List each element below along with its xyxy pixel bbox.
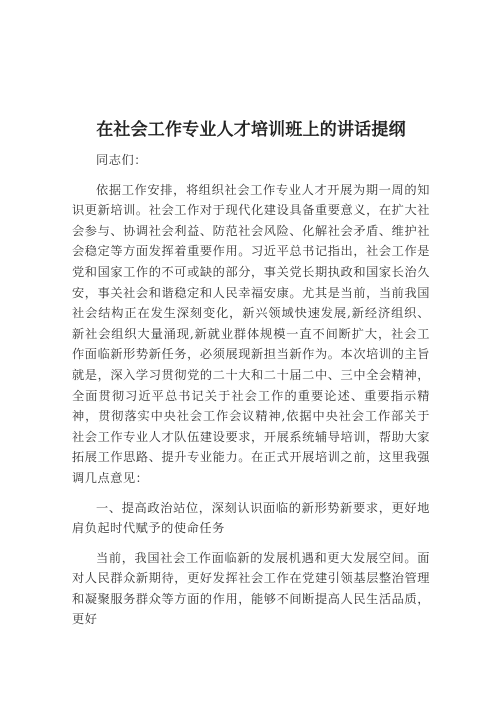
document-title: 在社会工作专业人才培训班上的讲话提纲 bbox=[96, 120, 406, 140]
section-heading: 一、提高政治站位，深刻认识面临的新形势新要求，更好地肩负起时代赋予的使命任务 bbox=[72, 500, 430, 536]
document-body bbox=[72, 118, 430, 630]
salutation: 同志们： bbox=[96, 153, 147, 167]
section-paragraph: 当前，我国社会工作面临新的发展机遇和更大发展空间。面对人民群众新期待，更好发挥社会工作在党建引领基层整治管理和凝聚服务群众等方面的作用，能够不间断提高人民生活品质，更好 bbox=[72, 550, 430, 627]
intro-paragraph: 依据工作安排，将组织社会工作专业人才开展为期一周的知识更新培训。社会工作对于现代化建设具备重要意义，在扩大社会参与、协调社会利益、防范社会风险、化解社会矛盾、维护社会稳定等方面发挥着重要作用。习近平总书记指出，社会工作是党和国家工作的不可或缺的部分，事关党长期执政和国家长治久安，事关社会和谐稳定和人民幸福安康。尤其是当前，当前我国社会结构正在发生深刻变化，新兴领域快速发展,新经济组织、新社会组织大量涌现,新就业群体规模一直不间断扩大，社会工作面临新形势新任务，必须展现新担当新作为。本次培训的主旨就是，深入学习贯彻党的二十大和二十届二中、三中全会精神，全面贯彻习近平总书记关于社会工作的重要论述、重要指示精神，贯彻落实中央社会工作会议精神,依据中央社会工作部关于社会工作专业人才队伍建设要求，开展系统辅导培训，帮助大家拓展工作思路、提升专业能力。在正式开展培训之前，这里我强调几点意见： bbox=[72, 182, 430, 485]
